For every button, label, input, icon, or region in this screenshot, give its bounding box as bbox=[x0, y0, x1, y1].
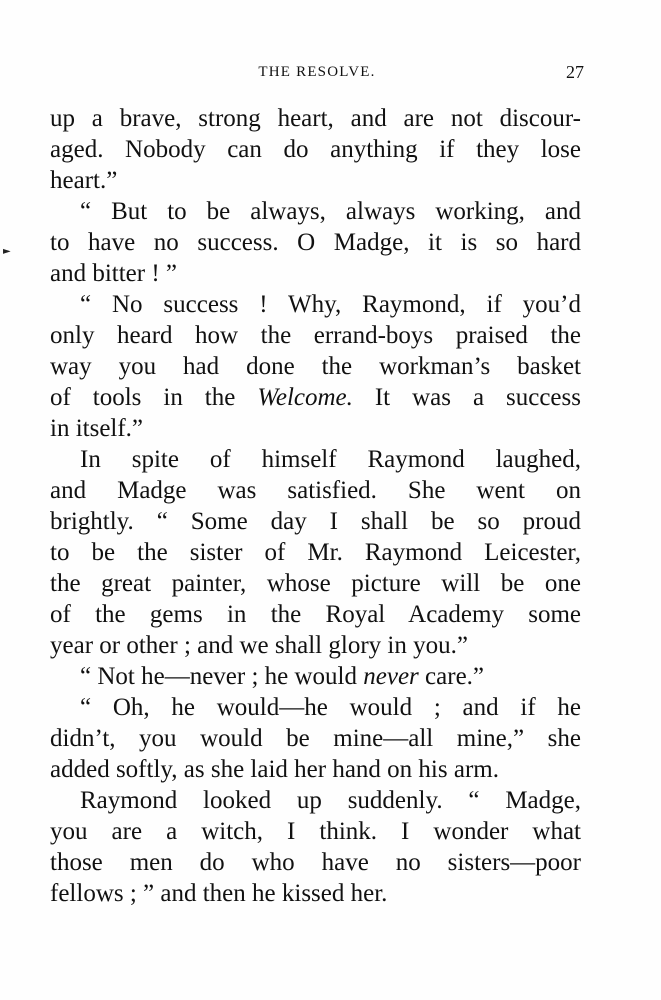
text-line: “ Oh, he would—he would ; and if he bbox=[80, 694, 581, 721]
italic-ship-name: Welcome. bbox=[257, 384, 353, 411]
page-header bbox=[50, 62, 584, 86]
text-line: year or other ; and we shall glory in you.” bbox=[50, 632, 468, 659]
text-line: way you had done the workman’s basket bbox=[50, 353, 581, 380]
text-line: only heard how the errand-boys praised the bbox=[50, 322, 581, 349]
text-line: to be the sister of Mr. Raymond Leicester, bbox=[50, 539, 581, 566]
text-line: the great painter, whose picture will be one bbox=[50, 570, 581, 597]
running-head: THE RESOLVE. bbox=[258, 64, 376, 80]
text-line: and Madge was satisfied. She went on bbox=[50, 477, 581, 504]
page-number: 27 bbox=[566, 62, 584, 82]
text-line: those men do who have no sisters—poor bbox=[50, 849, 581, 876]
text-line: to have no success. O Madge, it is so hard bbox=[50, 229, 581, 256]
text-line: aged. Nobody can do anything if they lose bbox=[50, 136, 581, 163]
text-line: In spite of himself Raymond laughed, bbox=[80, 446, 581, 473]
text-line: “ No success ! Why, Raymond, if you’d bbox=[80, 291, 581, 318]
text-line: didn’t, you would be mine—all mine,” she bbox=[50, 725, 581, 752]
text-segment: “ Not he—never ; he would bbox=[80, 663, 364, 690]
text-line: fellows ; ” and then he kissed her. bbox=[50, 880, 388, 907]
text-segment: of tools in the bbox=[50, 384, 258, 411]
text-line: Raymond looked up suddenly. “ Madge, bbox=[80, 787, 581, 814]
text-segment: care.” bbox=[418, 663, 485, 690]
text-line: of the gems in the Royal Academy some bbox=[50, 601, 581, 628]
text-line: and bitter ! ” bbox=[50, 260, 178, 287]
text-line: added softly, as she laid her hand on his arm. bbox=[50, 756, 499, 783]
text-line: you are a witch, I think. I wonder what bbox=[50, 818, 581, 845]
text-line bbox=[50, 661, 581, 692]
text-line: “ But to be always, always working, and bbox=[80, 198, 581, 225]
text-segment: It was a success bbox=[352, 384, 581, 411]
body-text bbox=[50, 103, 581, 909]
margin-mark: ► bbox=[3, 246, 11, 257]
text-line: brightly. “ Some day I shall be so proud bbox=[50, 508, 581, 535]
italic-emphasis: never bbox=[363, 663, 419, 690]
text-line bbox=[50, 382, 581, 413]
text-line: up a brave, strong heart, and are not discour- bbox=[50, 105, 581, 132]
text-line: heart.” bbox=[50, 167, 118, 194]
text-line: in itself.” bbox=[50, 415, 144, 442]
